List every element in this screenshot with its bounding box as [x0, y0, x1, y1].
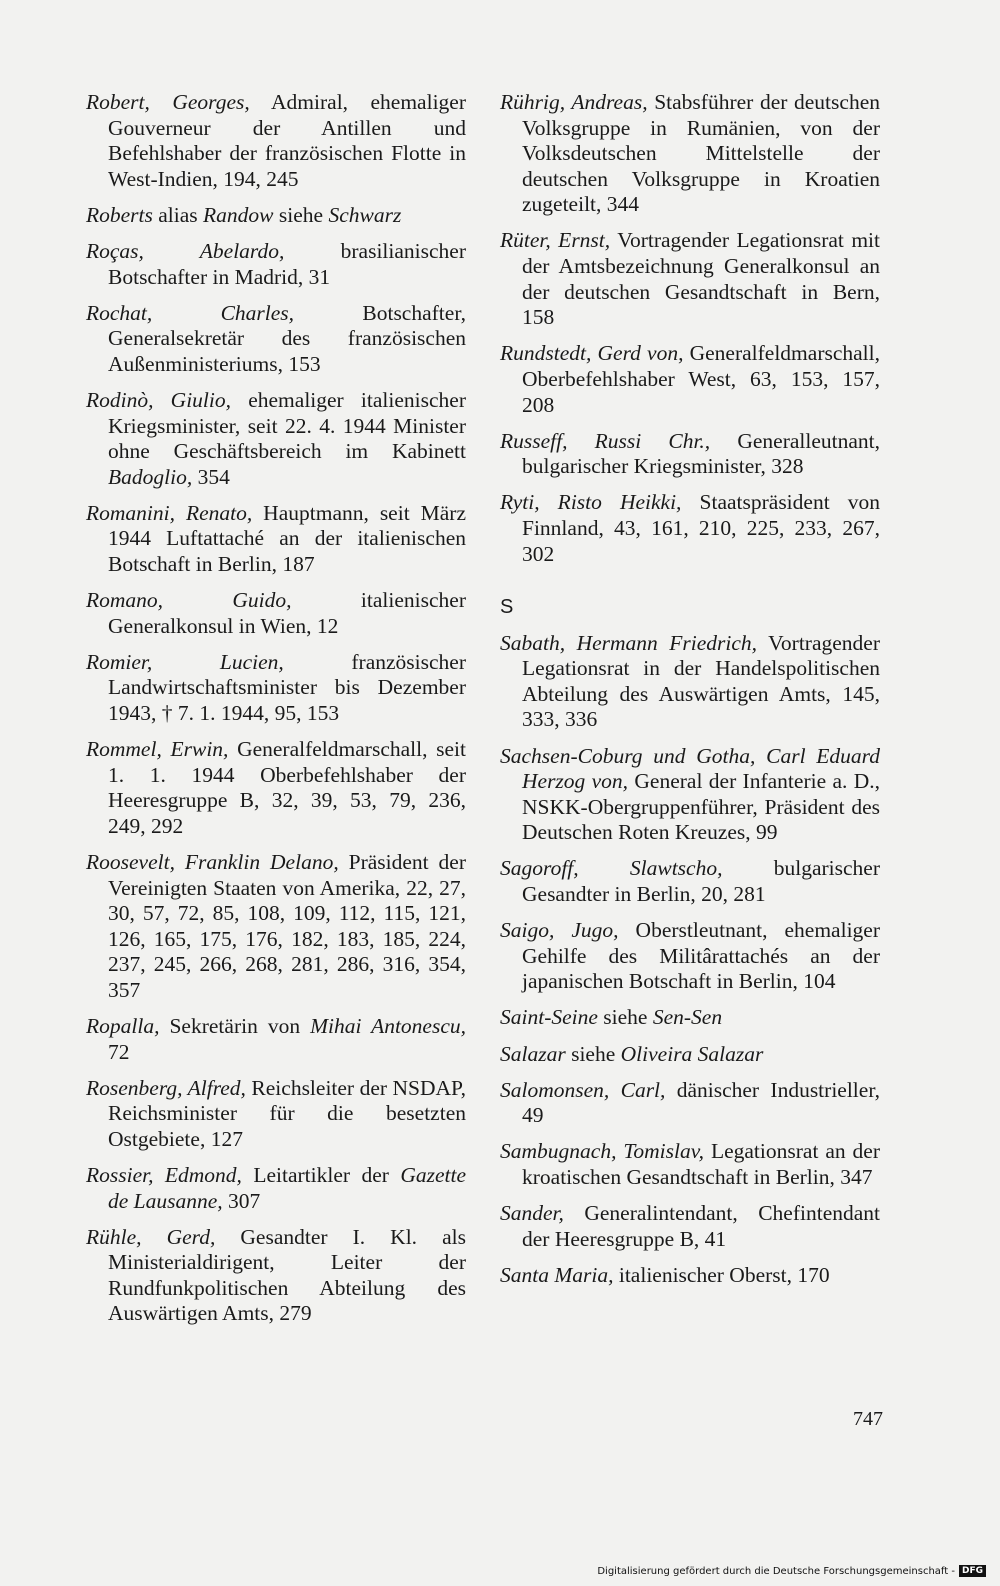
entry-name: Romano, Guido, [86, 588, 292, 613]
index-entry [500, 1263, 880, 1289]
entry-text: siehe [597, 1005, 653, 1030]
entry-text: Generalintendant, Chefintendant der Heeresgruppe B, 41 [522, 1200, 880, 1251]
entry-name: Rührig, Andreas, [500, 90, 648, 114]
entry-name: Salazar [500, 1041, 566, 1066]
entry-text: ehemaliger italienischer Kriegsminister, seit 22. 4. 1944 Minister ohne Geschäftsbereich im Kabinett [108, 387, 466, 464]
index-entry [86, 650, 466, 727]
entry-name: Sen-Sen [652, 1005, 723, 1030]
index-entry [500, 90, 880, 218]
entry-text: italienischer Oberst, 170 [613, 1262, 830, 1287]
index-entry [500, 918, 880, 995]
entry-name: Rochat, Charles, [86, 300, 295, 325]
index-entry [500, 228, 880, 330]
index-entry [500, 1078, 880, 1129]
entry-text: Präsident der Vereinigten Staaten von Amerika, 22, 27, 30, 57, 72, 85, 108, 109, 112, 115, 121, 126, 165, 175, 176, 182, 183, 185, 224, 237, 245, 266, 268, 281, 286, 316, 354, 357 [108, 849, 467, 1002]
entry-text: Admiral, ehemaliger Gouverneur der Antillen und Befehlshaber der französischen Flotte in West-Indien, 194, 245 [108, 90, 466, 191]
index-entry [86, 203, 466, 229]
index-entry [500, 1201, 880, 1252]
entry-text: General der Infanterie a. D., NSKK-Obergruppenführer, Präsident des Deutschen Roten Kreuzes, 99 [522, 769, 880, 845]
entry-name: Saigo, Jugo, [500, 918, 619, 943]
entry-text: brasilianischer Botschafter in Madrid, 31 [108, 238, 466, 289]
entry-name: Russeff, Russi Chr., [500, 428, 711, 453]
index-entry [86, 737, 466, 839]
right-column [500, 90, 880, 1299]
entry-name: Salomonsen, Carl, [500, 1077, 666, 1102]
entry-name: Badoglio, [108, 464, 193, 489]
entry-text: Vortragender Legationsrat mit der Amtsbezeichnung Generalkonsul an der deutschen Gesandtschaft in Bern, 158 [522, 228, 880, 330]
index-entry [500, 856, 880, 907]
entry-name: Sabath, Hermann Friedrich, [500, 630, 758, 655]
entry-name: Schwarz [328, 202, 402, 227]
index-entry [86, 1225, 466, 1327]
entry-text: siehe [273, 202, 329, 227]
entry-text: 354 [192, 464, 230, 489]
entry-name: Rosenberg, Alfred, [86, 1075, 246, 1100]
index-entry [86, 501, 466, 578]
entry-name: Roosevelt, Franklin Delano, [86, 849, 339, 874]
index-entry [86, 388, 466, 490]
entry-text: Vortragender Legationsrat in der Handelspolitischen Abteilung des Auswärtigen Amts, 145, 333, 336 [522, 630, 880, 732]
page-number: 747 [853, 1408, 883, 1430]
index-entry [500, 744, 880, 846]
entry-name: Sander, [500, 1200, 564, 1225]
entry-name: Gazette de Lausanne, [108, 1162, 466, 1213]
index-entry [500, 1139, 880, 1190]
entry-name: Rommel, Erwin, [86, 737, 229, 762]
index-entry [86, 588, 466, 639]
entry-name: Ryti, Risto Heikki, [500, 490, 682, 515]
index-entry [86, 1014, 466, 1065]
entry-name: Rodinò, Giulio, [86, 387, 232, 412]
entry-text: Reichsleiter der NSDAP, Reichsminister für die besetzten Ostgebiete, 127 [108, 1075, 466, 1151]
index-entry [86, 90, 466, 192]
index-entry [86, 1163, 466, 1214]
entry-name: Rüter, Ernst, [500, 228, 611, 253]
entry-text: 307 [222, 1188, 261, 1213]
entry-text: dänischer Industrieller, 49 [522, 1077, 880, 1128]
entry-name: Rossier, Edmond, [86, 1162, 242, 1187]
index-entry [500, 631, 880, 733]
entry-text: Botschafter, Generalsekretär des französischen Außenministeriums, 153 [108, 300, 466, 376]
index-entry [86, 850, 466, 1004]
entry-text: Leitartikler der [241, 1162, 401, 1187]
entry-name: Ropalla, [86, 1014, 160, 1038]
entry-name: Saint-Seine [500, 1005, 598, 1030]
entry-text: Oberstleutnant, ehemaliger Gehilfe des Militârattachés an der japanischen Botschaft in Berlin, 104 [522, 918, 880, 994]
index-entry [86, 239, 466, 290]
index-entry [500, 341, 880, 418]
entry-name: Romier, Lucien, [86, 649, 284, 674]
entry-name: Santa Maria, [500, 1262, 614, 1287]
entry-name: Rühle, Gerd, [86, 1224, 216, 1249]
entry-text: Legationsrat an der kroatischen Gesandtschaft in Berlin, 347 [522, 1139, 881, 1189]
entry-text: Hauptmann, seit März 1944 Luftattaché an der italienischen Botschaft in Berlin, 187 [108, 500, 466, 576]
footer-text: Digitalisierung gefördert durch die Deutsche Forschungsgemeinschaft - [597, 1565, 955, 1577]
entry-name: Sachsen-Coburg und Gotha, Carl Eduard Herzog von, [500, 743, 880, 794]
entry-text: Generalfeldmarschall, Oberbefehlshaber West, 63, 153, 157, 208 [522, 341, 881, 417]
entry-text: französischer Landwirtschaftsminister bis Dezember 1943, † 7. 1. 1944, 95, 153 [108, 649, 466, 725]
entry-name: Randow [203, 202, 274, 227]
entry-text: siehe [565, 1041, 621, 1066]
entry-name: Mihai Antonescu, [310, 1014, 466, 1038]
entry-name: Robert, Georges, [86, 90, 250, 114]
entry-text: Staatspräsident von Finnland, 43, 161, 210, 225, 233, 267, 302 [522, 490, 880, 566]
entry-text: Generalfeldmarschall, seit 1. 1. 1944 Oberbefehlshaber der Heeresgruppe B, 32, 39, 53, 79, 236, 249, 292 [108, 737, 466, 838]
section-letter: S [500, 596, 514, 619]
index-entry [500, 490, 880, 567]
footer [597, 1565, 986, 1577]
entry-text: Gesandter I. Kl. als Ministerialdirigent, Leiter der Rundfunkpolitischen Abteilung des Auswärtigen Amts, 279 [108, 1224, 466, 1326]
index-entry [500, 429, 880, 480]
index-entry [500, 1042, 880, 1068]
entry-name: Oliveira Salazar [620, 1041, 764, 1066]
entry-name: Roberts [86, 202, 153, 227]
entry-text: Stabsführer der deutschen Volksgruppe in Rumänien, von der Volksdeutschen Mittelstelle der deutschen Volksgruppe in Kroatien zugeteilt, 344 [522, 90, 880, 217]
entry-text: Generalleutnant, bulgarischer Kriegsminister, 328 [522, 428, 880, 479]
left-column [86, 90, 466, 1338]
entry-text: italienischer Generalkonsul in Wien, 12 [108, 588, 466, 638]
index-entry [500, 1005, 880, 1031]
entry-text: bulgarischer Gesandter in Berlin, 20, 281 [522, 856, 881, 907]
dfg-logo: DFG [959, 1565, 986, 1577]
entry-name: Rundstedt, Gerd von, [500, 341, 684, 366]
entry-name: Sagoroff, Slawtscho, [500, 856, 723, 881]
entry-name: Sambugnach, Tomislav, [500, 1139, 705, 1164]
entry-text: alias [152, 202, 204, 227]
entry-name: Roças, Abelardo, [86, 238, 285, 263]
index-entry [86, 1076, 466, 1153]
entry-text: 72 [108, 1039, 130, 1064]
index-entry [86, 301, 466, 378]
entry-name: Romanini, Renato, [86, 500, 253, 525]
entry-text: Sekretärin von [159, 1014, 311, 1038]
